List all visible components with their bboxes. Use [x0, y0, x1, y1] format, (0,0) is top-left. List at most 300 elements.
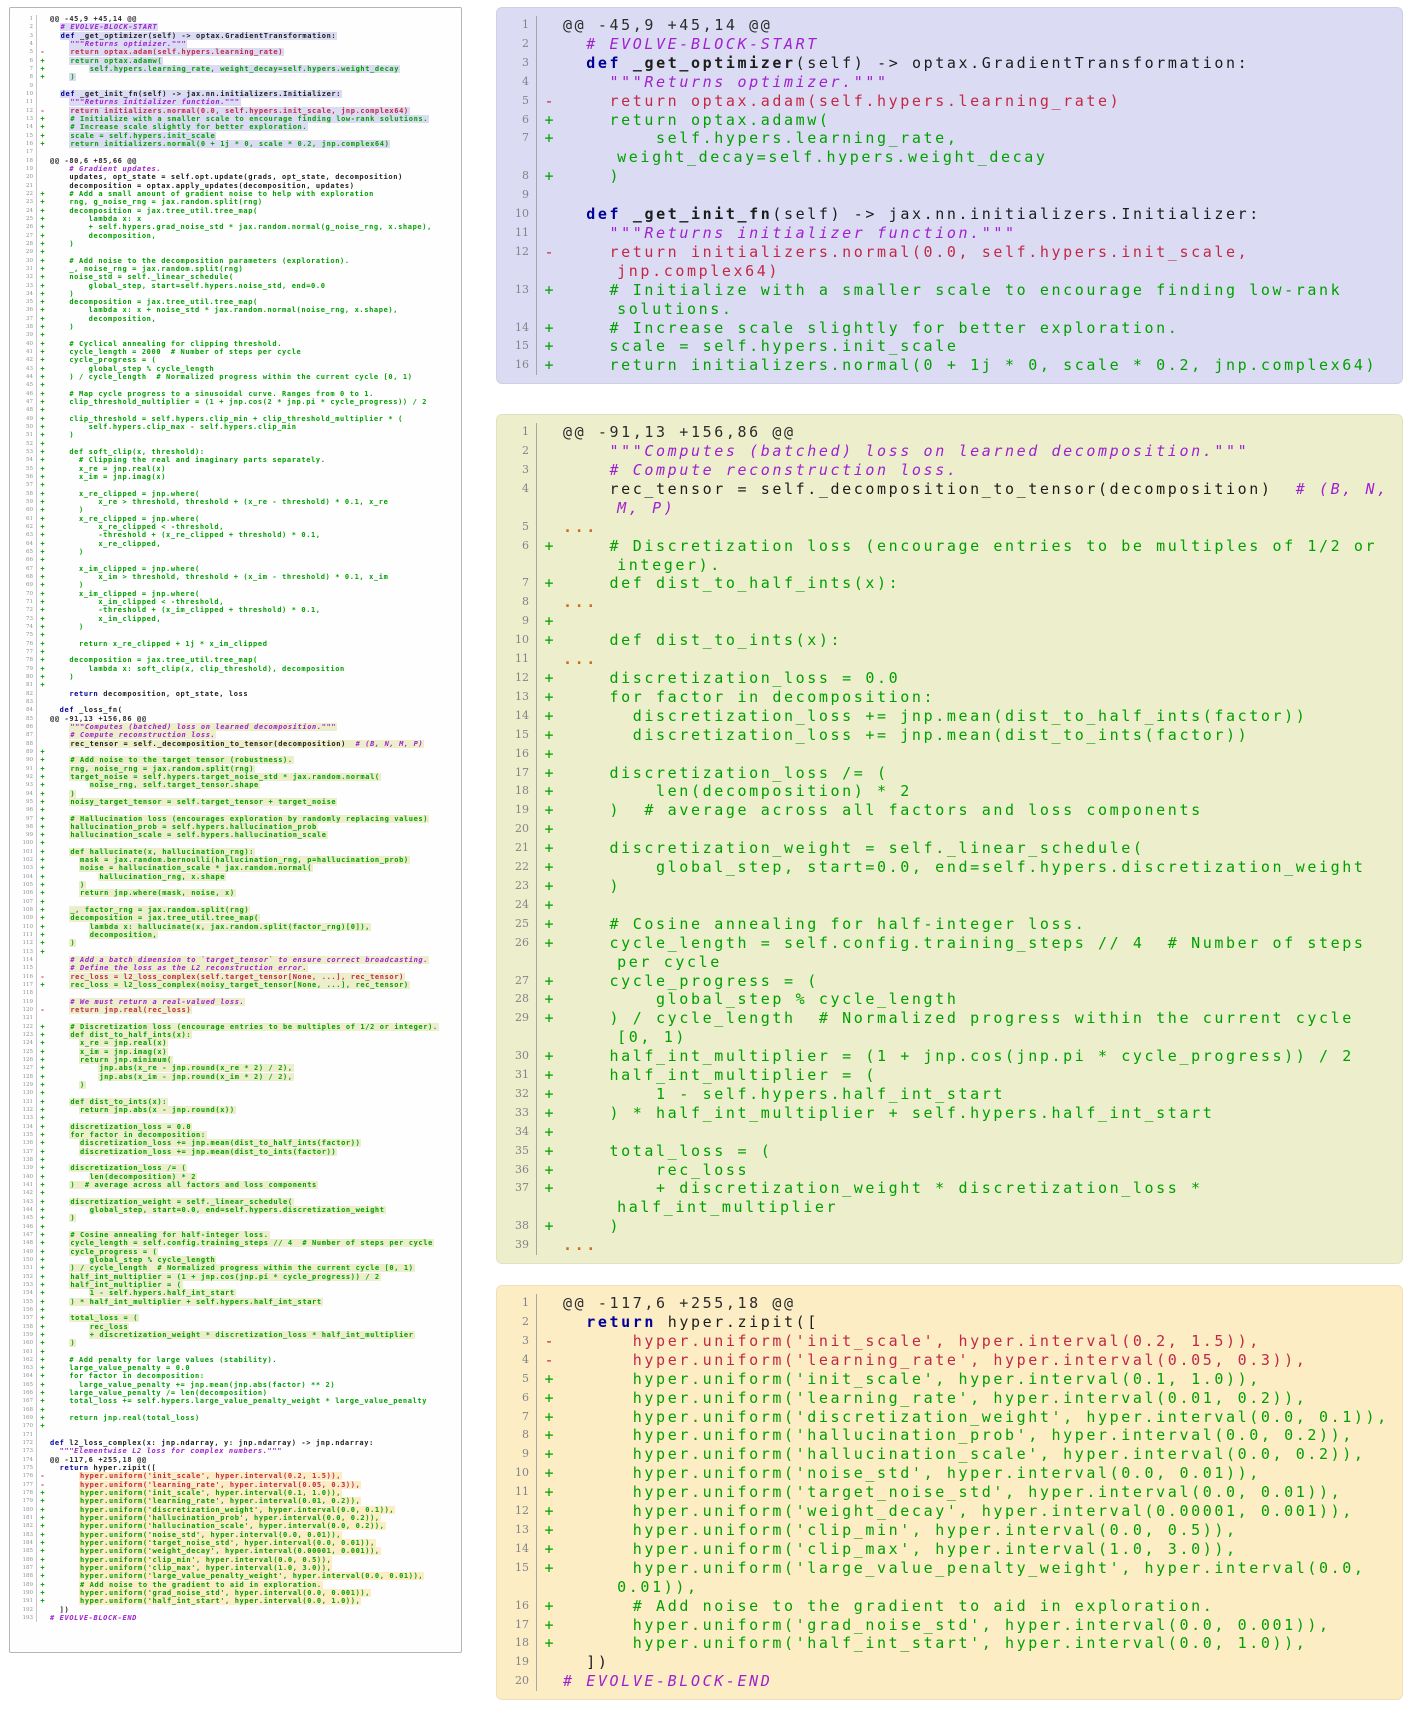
diff-marker: +	[40, 1505, 45, 1514]
line-number: 8	[497, 1426, 537, 1445]
code-line	[497, 1217, 1402, 1236]
code-line	[12, 448, 459, 456]
code-line	[497, 442, 1402, 461]
code-line	[497, 1426, 1402, 1445]
diff-marker: +	[40, 64, 45, 73]
line-number: 34	[12, 290, 37, 298]
diff-marker	[37, 90, 48, 98]
code-line	[12, 340, 459, 348]
code-text: noise_std = self._linear_schedule(	[50, 273, 234, 282]
diff-marker: +	[40, 364, 45, 373]
diff-marker: +	[40, 73, 45, 82]
code-line	[12, 690, 459, 698]
code-text: def _get_init_fn(self) -> jax.nn.initializers.Initializer:	[586, 205, 1261, 224]
line-number: 152	[12, 1273, 37, 1281]
diff-marker: +	[544, 1084, 554, 1103]
line-number: 57	[12, 481, 37, 489]
code-text: ) * half_int_multiplier + self.hypers.half_int_start	[70, 1297, 322, 1306]
line-number: 3	[12, 32, 37, 40]
line-number: 131	[12, 1098, 37, 1106]
code-text: # Increase scale slightly for better exploration.	[70, 123, 308, 132]
line-number: 190	[12, 1589, 37, 1597]
diff-marker: +	[40, 614, 45, 623]
line-number: 2	[497, 35, 537, 54]
diff-marker: +	[544, 839, 554, 858]
code-line	[12, 1139, 459, 1147]
code-text	[48, 248, 459, 256]
code-text: # Add noise to the gradient to aid in exploration.	[563, 1596, 1215, 1615]
line-number: 192	[12, 1606, 37, 1614]
diff-marker: +	[40, 1230, 45, 1239]
line-number: 87	[12, 731, 37, 739]
diff-marker	[37, 723, 48, 731]
line-number: 188	[12, 1572, 37, 1580]
code-line	[497, 1142, 1402, 1161]
diff-marker: +	[40, 306, 45, 315]
code-text: ])	[50, 1605, 70, 1614]
diff-marker: +	[40, 664, 45, 673]
code-text: def dist_to_ints(x):	[563, 631, 843, 650]
diff-marker	[37, 23, 48, 31]
line-number: 85	[12, 715, 37, 723]
code-line	[497, 1408, 1402, 1427]
code-line	[12, 473, 459, 481]
code-text: x_re > threshold, threshold + (x_re - threshold) * 0.1, x_re	[50, 498, 389, 507]
code-text: # Add a batch dimension to `target_tensor` to ensure correct broadcasting.	[70, 956, 429, 965]
line-number: 186	[12, 1556, 37, 1564]
line-number: 193	[12, 1614, 37, 1622]
code-line	[12, 740, 459, 748]
code-text: @@ -91,13 +156,86 @@	[563, 423, 796, 442]
line-number: 88	[12, 740, 37, 748]
line-number: 17	[497, 764, 537, 783]
diff-marker: +	[40, 189, 45, 198]
code-line	[497, 1351, 1402, 1370]
diff-marker: +	[40, 981, 45, 990]
code-line	[497, 1521, 1402, 1540]
line-number: 70	[12, 590, 37, 598]
line-number: 81	[12, 681, 37, 689]
line-number: 73	[12, 615, 37, 623]
line-number: 178	[12, 1489, 37, 1497]
code-line	[497, 574, 1402, 593]
code-text: hyper.uniform('discretization_weight', hyper.interval(0.0, 0.1)),	[80, 1505, 395, 1514]
diff-marker	[537, 518, 561, 537]
line-number: 15	[497, 726, 537, 745]
code-line	[12, 665, 459, 673]
diff-marker: +	[40, 1264, 45, 1273]
code-text: ])	[563, 1653, 610, 1672]
line-number: 5	[497, 92, 537, 111]
line-number: 6	[497, 111, 537, 130]
line-number: 159	[12, 1331, 37, 1339]
code-line	[12, 1031, 459, 1039]
code-line	[12, 1547, 459, 1555]
diff-marker: +	[544, 1426, 554, 1445]
diff-marker: +	[544, 536, 554, 555]
line-number: 118	[12, 989, 37, 997]
code-text: # Add noise to the target tensor (robustness).	[70, 756, 293, 765]
diff-marker: +	[40, 439, 45, 448]
code-line	[12, 1456, 459, 1464]
diff-marker: +	[544, 858, 554, 877]
line-number: 30	[497, 1047, 537, 1066]
line-number: 97	[12, 815, 37, 823]
code-text: # EVOLVE-BLOCK-START	[60, 23, 158, 32]
code-text: # Add noise to the decomposition parameters (exploration).	[50, 256, 350, 265]
line-number: 187	[12, 1564, 37, 1572]
code-line	[12, 173, 459, 181]
code-text: hyper.uniform('target_noise_std', hyper.interval(0.0, 0.01)),	[80, 1539, 375, 1548]
code-line	[12, 648, 459, 656]
code-text: discretization_loss = 0.0	[70, 1122, 192, 1131]
code-text: return jnp.real(rec_loss)	[70, 1006, 192, 1015]
diff-marker: +	[544, 1047, 554, 1066]
code-line	[12, 1023, 459, 1031]
code-text: ...	[563, 593, 598, 612]
diff-marker: +	[544, 933, 554, 952]
diff-marker: +	[544, 706, 554, 725]
code-text	[48, 1422, 459, 1430]
code-text: total_loss += self.hypers.large_value_penalty_weight * large_value_penalty	[50, 1397, 428, 1406]
code-line	[497, 1009, 1402, 1047]
diff-marker: +	[544, 1634, 554, 1653]
code-line	[12, 57, 459, 65]
line-number: 10	[497, 631, 537, 650]
code-line	[497, 319, 1402, 338]
code-line	[12, 1489, 459, 1497]
code-line	[497, 631, 1402, 650]
code-line	[12, 390, 459, 398]
line-number: 177	[12, 1481, 37, 1489]
code-text: hyper.uniform('clip_min', hyper.interval(0.0, 0.5)),	[563, 1520, 1238, 1539]
code-text: hyper.uniform('grad_noise_std', hyper.interval(0.0, 0.001)),	[80, 1589, 371, 1598]
code-text: x_im > threshold, threshold + (x_im - threshold) * 0.1, x_im	[50, 572, 389, 581]
diff-marker: +	[40, 256, 45, 265]
code-line	[12, 1314, 459, 1322]
diff-marker: +	[40, 639, 45, 648]
diff-marker	[537, 35, 561, 54]
diff-marker: +	[40, 772, 45, 781]
diff-marker	[37, 964, 48, 972]
line-number: 133	[12, 1114, 37, 1122]
line-number: 3	[497, 461, 537, 480]
diff-marker: +	[40, 1397, 45, 1406]
code-text: # EVOLVE-BLOCK-END	[563, 1672, 773, 1691]
diff-marker	[537, 186, 561, 205]
code-line	[497, 1483, 1402, 1502]
code-text: hyper.uniform('init_scale', hyper.interval(0.1, 1.0)),	[563, 1369, 1261, 1388]
diff-marker: +	[40, 264, 45, 273]
code-line	[12, 598, 459, 606]
code-text: clip_threshold_multiplier = (1 + jnp.cos(2 * jnp.pi * cycle_progress)) / 2	[50, 398, 428, 407]
diff-marker: +	[544, 1502, 554, 1521]
code-line	[497, 205, 1402, 224]
diff-marker	[37, 1456, 48, 1464]
diff-marker	[537, 423, 561, 442]
code-text: # Initialize with a smaller scale to encourage finding low-rank solutions.	[563, 280, 1354, 318]
diff-marker: +	[40, 1422, 45, 1431]
diff-marker: +	[544, 612, 554, 631]
line-number: 67	[12, 565, 37, 573]
line-number: 111	[12, 931, 37, 939]
code-text: ) / cycle_length # Normalized progress within the current cycle [0, 1)	[70, 1264, 414, 1273]
code-text: return decomposition, opt_state, loss	[69, 689, 249, 698]
code-text: large_value_penalty += jnp.mean(jnp.abs(factor) ** 2)	[50, 1380, 336, 1389]
diff-marker: -	[544, 1350, 554, 1369]
code-text: )	[50, 672, 75, 681]
line-number: 173	[12, 1447, 37, 1455]
code-text: return initializers.normal(0 + 1j * 0, scale * 0.2, jnp.complex64)	[70, 139, 390, 148]
code-line	[12, 406, 459, 414]
line-number: 116	[12, 973, 37, 981]
code-line	[12, 381, 459, 389]
line-number: 18	[12, 157, 37, 165]
diff-marker: +	[40, 223, 45, 232]
code-text: ) * half_int_multiplier + self.hypers.half_int_start	[563, 1103, 1215, 1122]
line-number: 174	[12, 1456, 37, 1464]
line-number: 28	[12, 240, 37, 248]
code-line	[497, 782, 1402, 801]
code-text: x_im = jnp.imag(x)	[50, 473, 167, 482]
code-text: # Map cycle progress to a sinusoidal curve. Ranges from 0 to 1.	[50, 389, 374, 398]
code-text	[48, 1431, 459, 1439]
diff-marker: +	[40, 864, 45, 873]
diff-marker: +	[40, 1364, 45, 1373]
line-number: 129	[12, 1081, 37, 1089]
code-text: x_re_clipped = jnp.where(	[50, 514, 200, 523]
code-line	[12, 573, 459, 581]
code-text: # Cosine annealing for half-integer loss.	[70, 1230, 269, 1239]
code-line	[497, 1179, 1402, 1217]
code-text: # Initialize with a smaller scale to encourage finding low-rank solutions.	[70, 114, 429, 123]
code-line	[12, 923, 459, 931]
line-number: 101	[12, 848, 37, 856]
code-line	[12, 1289, 459, 1297]
code-line	[12, 523, 459, 531]
code-line	[12, 257, 459, 265]
diff-marker: +	[40, 381, 45, 390]
code-text: for factor in decomposition:	[70, 1130, 206, 1139]
code-line	[497, 1370, 1402, 1389]
code-line	[497, 707, 1402, 726]
line-number: 1	[497, 423, 537, 442]
code-line	[12, 1206, 459, 1214]
code-text: # Define the loss as the L2 reconstruction error.	[70, 964, 308, 973]
line-number: 38	[12, 323, 37, 331]
diff-marker: +	[40, 214, 45, 223]
code-line	[12, 306, 459, 314]
line-number: 135	[12, 1131, 37, 1139]
line-number: 149	[12, 1248, 37, 1256]
code-line	[12, 548, 459, 556]
line-number: 6	[12, 57, 37, 65]
diff-cards-column	[496, 7, 1403, 1700]
code-line	[12, 198, 459, 206]
code-text	[48, 148, 459, 156]
code-text: return initializers.normal(0.0, self.hypers.init_scale, jnp.complex64)	[70, 106, 409, 115]
diff-marker: +	[40, 1205, 45, 1214]
diff-marker: +	[544, 669, 554, 687]
line-number: 39	[497, 1236, 537, 1255]
line-number: 49	[12, 415, 37, 423]
code-text: hyper.uniform('large_value_penalty_weight', hyper.interval(0.0, 0.01)),	[563, 1558, 1378, 1596]
line-number: 2	[497, 1313, 537, 1332]
diff-marker: +	[40, 1555, 45, 1564]
line-number: 32	[497, 1085, 537, 1104]
code-line	[12, 240, 459, 248]
line-number: 191	[12, 1597, 37, 1605]
code-line	[12, 1481, 459, 1489]
code-line	[12, 415, 459, 423]
diff-marker: +	[40, 881, 45, 890]
code-text: half_int_multiplier = (1 + jnp.cos(jnp.pi * cycle_progress)) / 2	[70, 1272, 380, 1281]
code-line	[12, 431, 459, 439]
code-line	[12, 356, 459, 364]
code-text: decomposition = jax.tree_util.tree_map(	[50, 656, 258, 665]
diff-marker	[37, 82, 48, 90]
code-line	[12, 889, 459, 897]
code-text: # Hallucination loss (encourages exploration by randomly replacing values)	[70, 814, 429, 823]
code-text: discretization_loss += jnp.mean(dist_to_half_ints(factor))	[563, 706, 1308, 725]
diff-marker: +	[544, 574, 554, 593]
line-number: 20	[12, 173, 37, 181]
line-number: 104	[12, 873, 37, 881]
code-line	[12, 23, 459, 31]
code-text: """Computes (batched) loss on learned decomposition."""	[609, 442, 1250, 461]
code-line	[12, 1339, 459, 1347]
line-number: 93	[12, 781, 37, 789]
diff-marker	[37, 956, 48, 964]
diff-marker	[537, 1236, 561, 1255]
code-text: )	[50, 431, 75, 440]
code-text: ...	[563, 650, 598, 669]
line-number: 9	[12, 82, 37, 90]
code-line	[497, 858, 1402, 877]
code-text: def l2_loss_complex(x: jnp.ndarray, y: jnp.ndarray) -> jnp.ndarray:	[50, 1439, 374, 1448]
code-text: return hyper.zipit([	[586, 1313, 819, 1331]
line-number: 137	[12, 1148, 37, 1156]
line-number: 68	[12, 573, 37, 581]
code-line	[12, 798, 459, 806]
code-line	[497, 73, 1402, 92]
line-number: 142	[12, 1189, 37, 1197]
code-text: # Discretization loss (encourage entries to be multiples of 1/2 or integer).	[563, 536, 1389, 574]
line-number: 62	[12, 523, 37, 531]
line-number: 157	[12, 1314, 37, 1322]
line-number: 80	[12, 673, 37, 681]
diff-marker: +	[544, 876, 554, 895]
line-number: 71	[12, 598, 37, 606]
diff-marker: +	[40, 831, 45, 840]
code-line	[12, 606, 459, 614]
code-line	[12, 756, 459, 764]
code-text: )	[80, 1081, 85, 1089]
diff-marker: +	[544, 1615, 554, 1634]
code-line	[12, 1589, 459, 1597]
code-line	[497, 480, 1402, 518]
diff-marker: +	[40, 889, 45, 898]
diff-marker: +	[544, 1179, 554, 1198]
line-number: 167	[12, 1397, 37, 1405]
code-text	[48, 406, 459, 414]
code-text: )	[50, 622, 84, 631]
code-line	[497, 1445, 1402, 1464]
code-line	[12, 32, 459, 40]
diff-marker: +	[544, 1558, 554, 1577]
code-line	[12, 1539, 459, 1547]
code-text: )	[50, 239, 75, 248]
diff-marker: +	[544, 971, 554, 990]
diff-marker: +	[40, 206, 45, 215]
code-text: discretization_weight = self._linear_schedule(	[70, 1197, 293, 1206]
code-line	[497, 1653, 1402, 1672]
code-line	[497, 356, 1402, 375]
diff-marker: +	[544, 744, 554, 763]
code-line	[12, 964, 459, 972]
code-text: # Increase scale slightly for better exploration.	[563, 318, 1180, 337]
line-number: 7	[497, 1408, 537, 1427]
diff-marker: +	[40, 423, 45, 432]
diff-marker	[537, 442, 561, 461]
diff-marker	[37, 698, 48, 706]
code-line	[12, 65, 459, 73]
code-line	[497, 1597, 1402, 1616]
code-text: hyper.uniform('init_scale', hyper.interval(0.1, 1.0)),	[80, 1489, 342, 1498]
code-text: large_value_penalty = 0.0	[50, 1364, 191, 1373]
code-text: half_int_multiplier = (	[70, 1280, 182, 1289]
line-number: 55	[12, 465, 37, 473]
diff-marker: +	[40, 1056, 45, 1065]
diff-marker	[37, 1606, 48, 1614]
line-number: 20	[497, 820, 537, 839]
code-line	[12, 1556, 459, 1564]
code-line	[497, 1104, 1402, 1123]
code-text: lambda x: hallucinate(x, jax.random.split(factor_rng)[0]),	[89, 922, 371, 931]
code-text: hyper.uniform('half_int_start', hyper.interval(0.0, 1.0)),	[563, 1634, 1308, 1653]
line-number: 102	[12, 856, 37, 864]
code-text: )	[70, 789, 76, 798]
code-line	[12, 1306, 459, 1314]
diff-marker: +	[40, 1372, 45, 1381]
code-text: """Returns initializer function."""	[70, 98, 240, 107]
code-line	[12, 282, 459, 290]
line-number: 35	[497, 1142, 537, 1161]
code-line	[497, 1123, 1402, 1142]
code-text: hyper.uniform('grad_noise_std', hyper.interval(0.0, 0.001)),	[563, 1615, 1331, 1634]
code-line	[497, 423, 1402, 442]
diff-marker: +	[544, 337, 554, 356]
diff-marker	[37, 1464, 48, 1472]
diff-marker: +	[40, 339, 45, 348]
diff-marker: +	[40, 389, 45, 398]
code-line	[12, 498, 459, 506]
diff-marker	[37, 731, 48, 739]
code-line	[12, 615, 459, 623]
line-number: 128	[12, 1073, 37, 1081]
diff-marker: +	[40, 1314, 45, 1323]
code-line	[12, 190, 459, 198]
code-line	[12, 998, 459, 1006]
line-number: 145	[12, 1214, 37, 1222]
code-text: scale = self.hypers.init_scale	[70, 131, 216, 140]
diff-marker	[537, 224, 561, 243]
code-line	[497, 461, 1402, 480]
code-text: ) # average across all factors and loss components	[563, 801, 1203, 820]
diff-marker: +	[40, 1547, 45, 1556]
code-text: mask = jax.random.bernoulli(hallucination_rng, p=hallucination_prob)	[80, 856, 409, 865]
code-text: half_int_multiplier = (1 + jnp.cos(jnp.pi * cycle_progress)) / 2	[563, 1047, 1354, 1066]
